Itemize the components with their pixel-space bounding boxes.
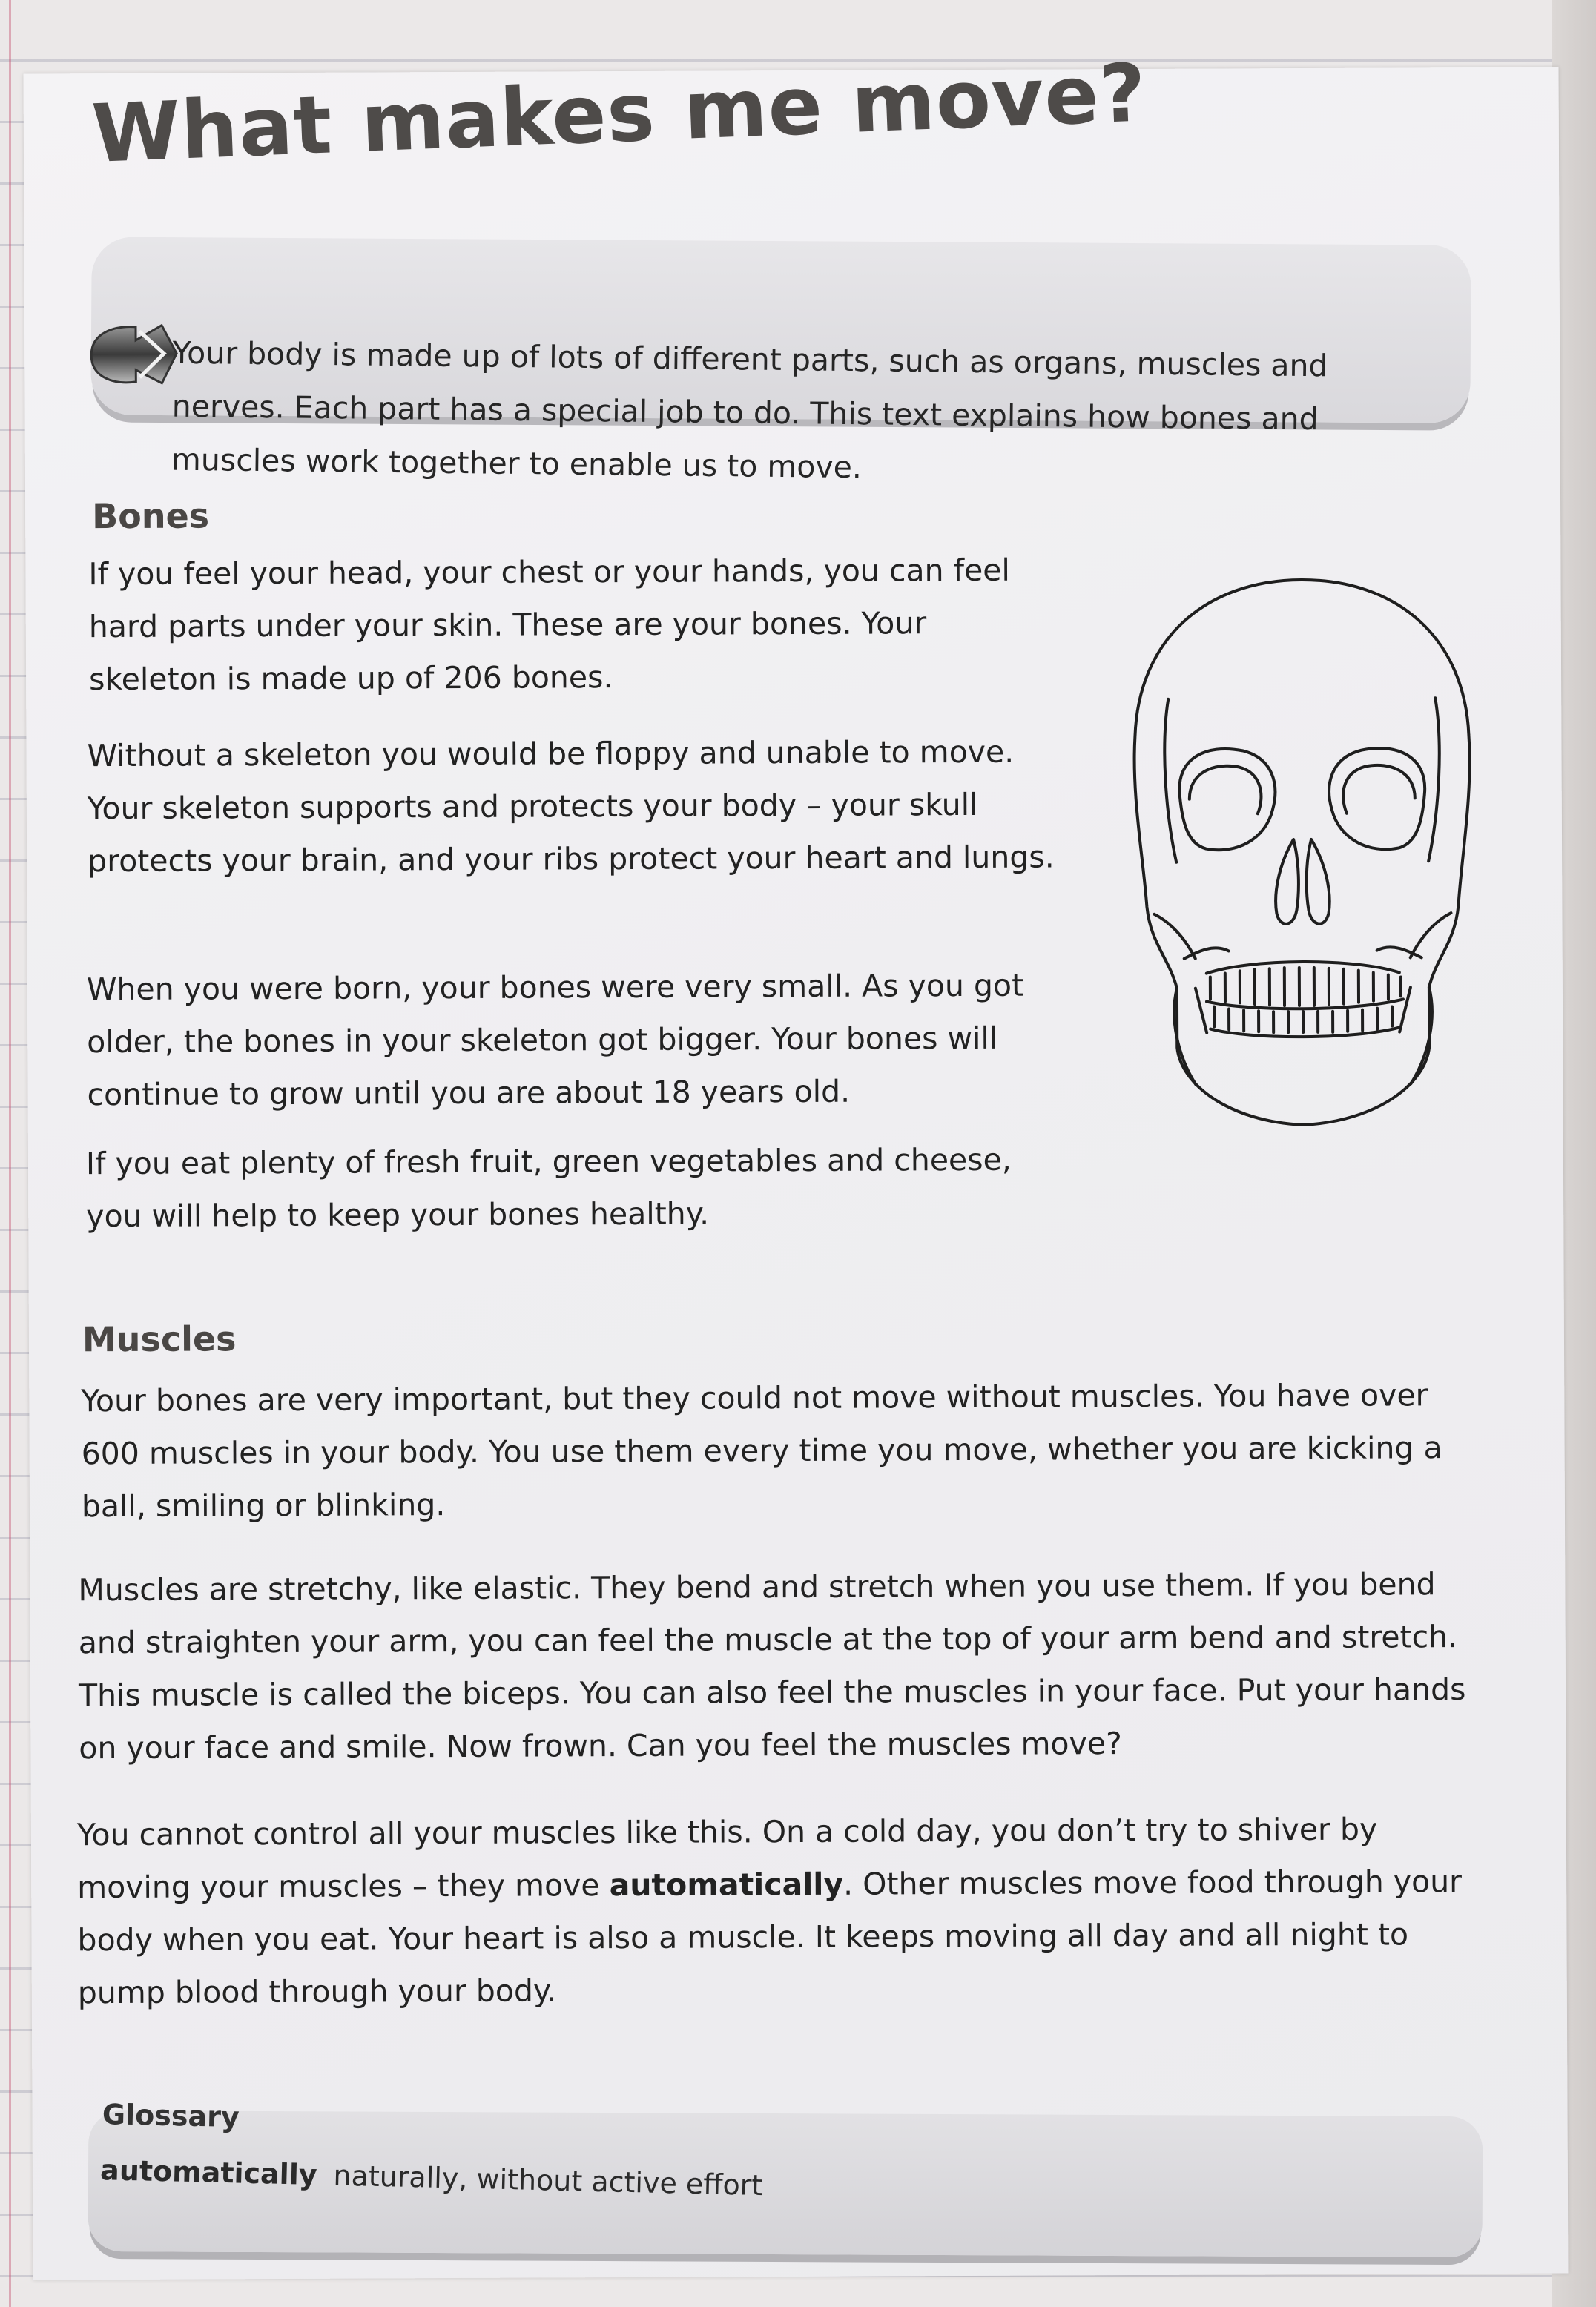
muscles-heading: Muscles	[82, 1318, 237, 1360]
bones-paragraph: Without a skeleton you would be floppy and unable to move. Your skeleton supports and protects your body – your skull protects your brain, and your ribs protect your heart and lungs.	[87, 733, 1055, 879]
skull-icon	[1123, 572, 1481, 1152]
muscles-paragraph: Your bones are very important, but they could not move without muscles. You have over 600 muscles in your body. You use them every time you move, whether you are kicking a ball, smiling or blinking.	[81, 1377, 1442, 1525]
bones-heading: Bones	[92, 495, 210, 537]
worksheet	[24, 47, 1569, 2280]
muscles-p3-text-end: . Other muscles move food through your body when you eat. Your heart is also a muscle. It keeps moving all day and all night to pump blood through your body.	[77, 1864, 1463, 2011]
arrow-icon	[84, 318, 180, 393]
muscles-paragraph: Muscles are stretchy, like elastic. They bend and stretch when you use them. If you bend and straighten your arm, you can feel the muscle at the top of your arm bend and stretch. This muscle is called the biceps. You can also feel the muscles in your face. Put your hands on your face and smile. Now frown. Can you feel the muscles move?	[78, 1566, 1466, 1766]
glossary-definition: naturally, without active effort	[333, 2159, 763, 2202]
glossary-term: automatically	[99, 2153, 318, 2191]
bones-paragraph: When you were born, your bones were very small. As you got older, the bones in your skeleton got bigger. Your bones will continue to grow until you are about 18 years old.	[86, 967, 1024, 1113]
muscles-paragraph	[77, 1803, 1487, 2019]
muscles-p3-text: You cannot control all your muscles like this. On a cold day, you don’t try to shiver by moving your muscles – they move	[76, 1811, 1378, 1906]
muscles-p3-bold: automatically	[609, 1866, 844, 1904]
intro-text: Your body is made up of lots of different parts, such as organs, muscles and nerves. Each part has a special job to do. This text explains how bones and muscles work together to enable us to move.	[171, 334, 1328, 486]
page-title: What makes me move?	[90, 47, 1149, 182]
bones-paragraph: If you eat plenty of fresh fruit, green vegetables and cheese, you will help to keep your bones healthy.	[85, 1141, 1012, 1235]
bones-paragraph: If you feel your head, your chest or your hands, you can feel hard parts under your skin. These are your bones. Your skeleton is made up of 206 bones.	[88, 552, 1010, 698]
glossary-heading: Glossary	[102, 2098, 240, 2134]
margin-line	[9, 0, 11, 2307]
